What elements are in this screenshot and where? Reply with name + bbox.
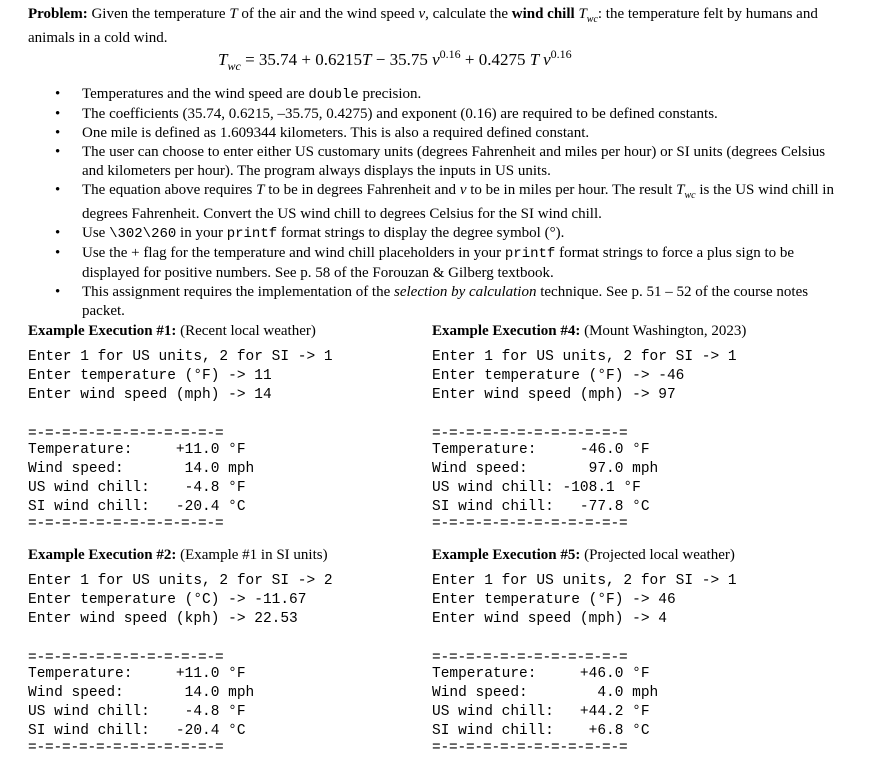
input-line: Enter 1 for US units, 2 for SI -> 1 bbox=[28, 349, 333, 365]
example-input-lines bbox=[432, 348, 852, 405]
input-line: Enter wind speed (mph) -> 14 bbox=[28, 387, 272, 403]
bullet-text: The equation above requires bbox=[82, 182, 257, 198]
wind-chill-term: wind chill bbox=[511, 6, 575, 22]
eq-term: 35.75 bbox=[389, 50, 428, 69]
input-line: Enter 1 for US units, 2 for SI -> 1 bbox=[432, 573, 737, 589]
problem-text: of the air and the wind speed bbox=[237, 6, 419, 22]
example-title-bold: Example Execution #4: bbox=[432, 323, 581, 339]
input-line: Enter wind speed (mph) -> 4 bbox=[432, 611, 667, 627]
separator-line: =-=-=-=-=-=-=-=-=-=-=-= bbox=[28, 650, 224, 666]
eq-var: T v bbox=[525, 50, 551, 69]
list-item bbox=[52, 143, 842, 181]
bullet-code: double bbox=[308, 87, 359, 103]
input-line: Enter 1 for US units, 2 for SI -> 1 bbox=[432, 349, 737, 365]
example-title bbox=[28, 322, 448, 340]
var-t: T bbox=[229, 6, 238, 22]
output-line: US wind chill: +44.2 °F bbox=[432, 704, 650, 720]
problem-text: : the temperature felt by humans and animals in a cold wind. bbox=[28, 6, 818, 46]
eq-term: 0.6215 bbox=[315, 50, 362, 69]
input-line: Enter wind speed (mph) -> 97 bbox=[432, 387, 676, 403]
separator-line: =-=-=-=-=-=-=-=-=-=-=-= bbox=[28, 426, 224, 442]
eq-exponent: 0.16 bbox=[439, 47, 461, 61]
example-title-bold: Example Execution #1: bbox=[28, 323, 177, 339]
var-twc: T bbox=[578, 6, 587, 22]
bullet-code: \302\260 bbox=[109, 226, 177, 242]
input-line: Enter 1 for US units, 2 for SI -> 2 bbox=[28, 573, 333, 589]
bullet-text: The user can choose to enter either US customary units (degrees Fahrenheit and miles per hour) or SI units (degrees Celsius and kilometers per hour). The program always displays the inputs in US units. bbox=[82, 144, 826, 179]
eq-equals: = bbox=[240, 50, 259, 69]
separator-line: =-=-=-=-=-=-=-=-=-=-=-= bbox=[28, 740, 224, 756]
eq-exponent: 0.16 bbox=[550, 47, 572, 61]
input-line: Enter temperature (°F) -> 11 bbox=[28, 368, 272, 384]
example-title-rest: (Projected local weather) bbox=[580, 547, 735, 563]
output-line: Temperature: +11.0 °F bbox=[28, 666, 246, 682]
example-title bbox=[432, 546, 852, 564]
input-line: Enter wind speed (kph) -> 22.53 bbox=[28, 611, 298, 627]
problem-label: Problem: bbox=[28, 6, 88, 22]
example-title-rest: (Example #1 in SI units) bbox=[176, 547, 328, 563]
output-line: Temperature: +11.0 °F bbox=[28, 442, 246, 458]
list-item bbox=[52, 181, 842, 224]
bullet-text: The coefficients (35.74, 0.6215, –35.75, 0.4275) and exponent (0.16) are required to be defined constants. bbox=[82, 106, 718, 122]
eq-term: 0.4275 bbox=[478, 50, 526, 69]
separator-line: =-=-=-=-=-=-=-=-=-=-=-= bbox=[432, 740, 628, 756]
example-title bbox=[432, 322, 852, 340]
example-execution-4 bbox=[432, 322, 852, 531]
eq-term: 35.74 bbox=[258, 50, 298, 69]
requirements-list bbox=[52, 85, 842, 321]
bullet-text: in your bbox=[176, 225, 227, 241]
example-input-lines bbox=[432, 572, 852, 629]
example-title-rest: (Recent local weather) bbox=[176, 323, 316, 339]
bullet-text: This assignment requires the implementation of the bbox=[82, 284, 395, 300]
list-item bbox=[52, 85, 842, 105]
bullet-text: to be in degrees Fahrenheit and bbox=[264, 182, 460, 198]
input-line: Enter temperature (°F) -> 46 bbox=[432, 592, 676, 608]
separator-line: =-=-=-=-=-=-=-=-=-=-=-= bbox=[432, 516, 628, 532]
example-title-rest: (Mount Washington, 2023) bbox=[580, 323, 747, 339]
eq-var: v bbox=[427, 50, 440, 69]
example-output-lines bbox=[28, 665, 448, 741]
bullet-text: technique. See p. 51 – 52 of the course notes packet. bbox=[82, 284, 809, 319]
problem-statement bbox=[28, 5, 828, 48]
bullet-text: Use bbox=[82, 225, 110, 241]
example-title-bold: Example Execution #5: bbox=[432, 547, 581, 563]
output-line: Temperature: -46.0 °F bbox=[432, 442, 650, 458]
example-input-lines bbox=[28, 572, 448, 629]
bullet-text: format strings to force a plus sign to be displayed for positive numbers. See p. 58 of the Forouzan & Gilberg textbook. bbox=[82, 245, 795, 281]
output-line: Wind speed: 97.0 mph bbox=[432, 461, 659, 477]
separator-line: =-=-=-=-=-=-=-=-=-=-=-= bbox=[432, 426, 628, 442]
example-output-lines bbox=[28, 441, 448, 517]
bullet-text: Temperatures and the wind speed are bbox=[82, 86, 309, 102]
example-output-lines bbox=[432, 441, 852, 517]
output-line: US wind chill: -108.1 °F bbox=[432, 480, 641, 496]
list-item bbox=[52, 224, 842, 244]
bullet-code: printf bbox=[226, 226, 278, 242]
separator-line: =-=-=-=-=-=-=-=-=-=-=-= bbox=[28, 516, 224, 532]
output-line: Wind speed: 14.0 mph bbox=[28, 461, 255, 477]
output-line: SI wind chill: -20.4 °C bbox=[28, 723, 246, 739]
bullet-emphasis: selection by calculation bbox=[394, 284, 537, 300]
bullet-text: One mile is defined as 1.609344 kilometers. This is also a required defined constant. bbox=[82, 125, 590, 141]
list-item bbox=[52, 244, 842, 283]
output-line: Wind speed: 4.0 mph bbox=[432, 685, 659, 701]
bullet-var-sub: wc bbox=[684, 190, 696, 201]
list-item bbox=[52, 283, 842, 321]
list-item bbox=[52, 105, 842, 124]
example-title bbox=[28, 546, 448, 564]
output-line: Wind speed: 14.0 mph bbox=[28, 685, 255, 701]
bullet-code: printf bbox=[504, 246, 556, 262]
eq-op: + bbox=[297, 50, 316, 69]
bullet-text: to be in miles per hour. The result bbox=[466, 182, 677, 198]
example-output-lines bbox=[432, 665, 852, 741]
problem-text: Given the temperature bbox=[87, 6, 230, 22]
bullet-text: precision. bbox=[358, 86, 422, 102]
bullet-text: is the US wind chill in degrees Fahrenheit. Convert the US wind chill to degrees Celsius for the SI wind chill. bbox=[82, 182, 834, 222]
output-line: US wind chill: -4.8 °F bbox=[28, 704, 246, 720]
problem-text: , calculate the bbox=[425, 6, 512, 22]
separator-line: =-=-=-=-=-=-=-=-=-=-=-= bbox=[432, 650, 628, 666]
output-line: SI wind chill: -77.8 °C bbox=[432, 499, 650, 515]
wind-chill-equation bbox=[218, 47, 572, 74]
bullet-var: T bbox=[676, 182, 685, 198]
bullet-text: Use the + flag for the temperature and wind chill placeholders in your bbox=[82, 245, 505, 261]
list-item bbox=[52, 124, 842, 143]
output-line: SI wind chill: -20.4 °C bbox=[28, 499, 246, 515]
eq-op: − bbox=[371, 50, 390, 69]
output-line: SI wind chill: +6.8 °C bbox=[432, 723, 650, 739]
eq-lhs-sub: wc bbox=[227, 59, 241, 73]
example-execution-5 bbox=[432, 546, 852, 755]
bullet-var: T bbox=[256, 182, 265, 198]
example-input-lines bbox=[28, 348, 448, 405]
example-title-bold: Example Execution #2: bbox=[28, 547, 177, 563]
var-twc-sub: wc bbox=[586, 14, 598, 25]
eq-lhs: T bbox=[218, 50, 228, 69]
bullet-var: v bbox=[459, 182, 467, 198]
input-line: Enter temperature (°C) -> -11.67 bbox=[28, 592, 307, 608]
example-execution-1 bbox=[28, 322, 448, 531]
output-line: Temperature: +46.0 °F bbox=[432, 666, 650, 682]
eq-var: T bbox=[362, 50, 372, 69]
eq-op: + bbox=[460, 50, 479, 69]
var-v: v bbox=[418, 6, 426, 22]
input-line: Enter temperature (°F) -> -46 bbox=[432, 368, 685, 384]
bullet-text: format strings to display the degree symbol (°). bbox=[277, 225, 565, 241]
example-execution-2 bbox=[28, 546, 448, 755]
output-line: US wind chill: -4.8 °F bbox=[28, 480, 246, 496]
